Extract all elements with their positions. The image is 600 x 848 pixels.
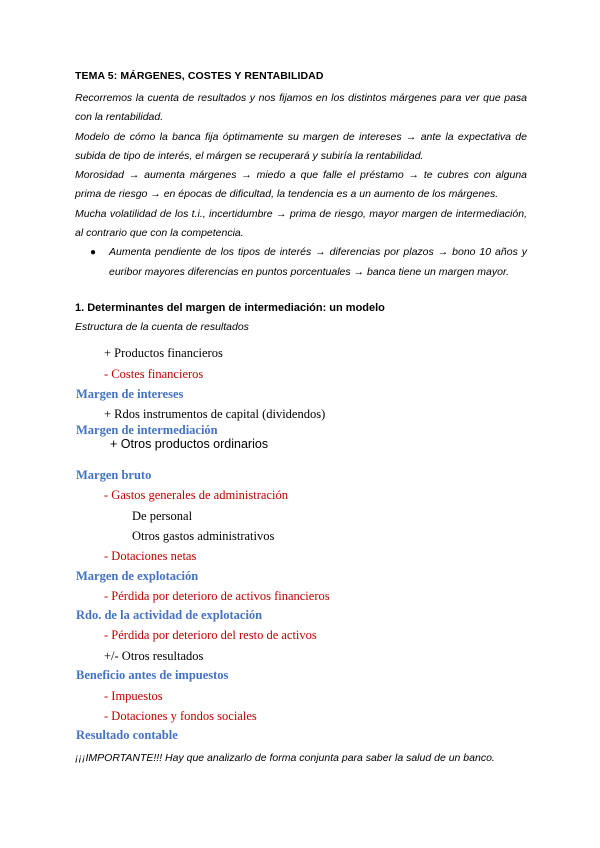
paragraph-volatility: Mucha volatilidad de los t.i., incertidumbre → prima de riesgo, mayor margen de intermediación, al contrario que con la competencia. — [75, 207, 527, 240]
structure-line-margen-explotacion: Margen de explotación — [76, 569, 199, 583]
list-item — [90, 243, 527, 282]
structure-line-otros-productos: + Otros productos ordinarios — [110, 437, 269, 451]
structure-line-impuestos: - Impuestos — [104, 689, 163, 703]
structure-line-perdida-resto-activos: - Pérdida por deterioro del resto de activos — [104, 628, 317, 642]
paragraph-results-account: Recorremos la cuenta de resultados y nos fijamos en los distintos márgenes para ver que pasa con la rentabilidad. — [75, 92, 527, 124]
structure-line-de-personal: De personal — [132, 509, 193, 523]
structure-line-rdo-actividad: Rdo. de la actividad de explotación — [76, 608, 263, 622]
structure-line-otros-resultados: +/- Otros resultados — [104, 649, 204, 663]
bullet-list — [75, 243, 527, 282]
structure-line-gastos-generales: - Gastos generales de administración — [104, 488, 288, 502]
footer-note: ¡¡¡IMPORTANTE!!! Hay que analizarlo de forma conjunta para saber la salud de un banco. — [75, 752, 495, 764]
structure-line-margen-intermediacion: Margen de intermediación — [76, 423, 218, 437]
structure-line-margen-bruto: Margen bruto — [76, 468, 152, 482]
intro-text — [75, 89, 527, 282]
structure-line-perdida-activos-financieros: - Pérdida por deterioro de activos financieros — [104, 589, 330, 603]
structure-line-beneficio-antes-impuestos: Beneficio antes de impuestos — [76, 668, 229, 682]
structure-line-costes-financieros: - Costes financieros — [104, 367, 204, 381]
bullet-icon: ● — [90, 247, 97, 259]
paragraph-margin-model: Modelo de cómo la banca fija óptimamente su margen de intereses → ante la expectativa de subida de tipo de interés, el márgen se recuperará y subiría la rentabilidad. — [75, 130, 527, 162]
section-subheading: Estructura de la cuenta de resultados — [75, 321, 249, 333]
structure-line-rdos-capital: + Rdos instrumentos de capital (dividendos) — [104, 407, 326, 421]
document-title: TEMA 5: MÁRGENES, COSTES Y RENTABILIDAD — [75, 70, 324, 82]
structure-line-dotaciones-fondos: - Dotaciones y fondos sociales — [104, 709, 257, 723]
structure-line-margen-intereses: Margen de intereses — [76, 387, 184, 401]
structure-line-dotaciones-netas: - Dotaciones netas — [104, 549, 197, 563]
structure-line-otros-gastos: Otros gastos administrativos — [132, 529, 275, 543]
section-heading: 1. Determinantes del margen de intermediación: un modelo — [75, 302, 385, 314]
structure-line-resultado-contable: Resultado contable — [76, 728, 178, 742]
bullet-text: Aumenta pendiente de los tipos de interés → diferencias por plazos → bono 10 años y euribor mayores diferencias en puntos porcentuales → banca tiene un margen mayor. — [109, 246, 527, 278]
paragraph-morosidad: Morosidad → aumenta márgenes → miedo a que falle el préstamo → te cubres con alguna prima de riesgo → en épocas de dificultad, la tendencia es a un aumento de los márgenes. — [75, 169, 527, 201]
structure-line-productos-financieros: + Productos financieros — [104, 346, 223, 360]
